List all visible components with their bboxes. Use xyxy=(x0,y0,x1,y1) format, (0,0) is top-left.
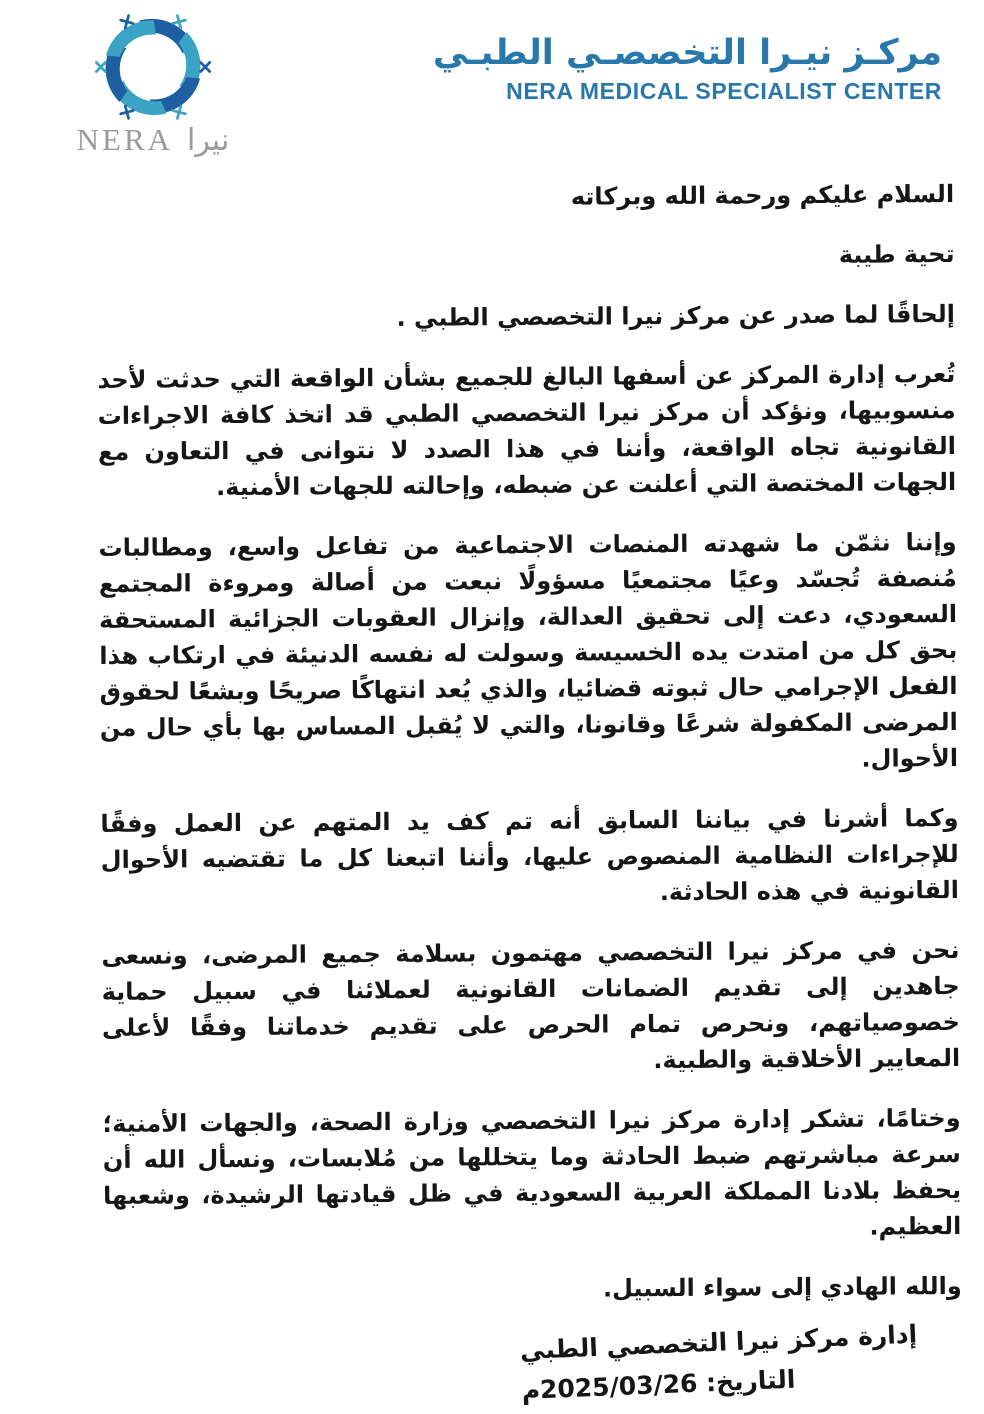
center-name-arabic: مركـز نيـرا التخصصـي الطبـي xyxy=(432,33,942,73)
salutation-line: تحية طيبة xyxy=(838,239,955,269)
signature-entity: إدارة مركز نيرا التخصصي الطبي xyxy=(519,1319,918,1366)
letter-body xyxy=(96,176,963,1414)
reference-line: إلحاقًا لما صدر عن مركز نيرا التخصصي الطبي . xyxy=(396,299,956,332)
pinwheel-logo-icon xyxy=(78,8,228,126)
dna-x-icon xyxy=(96,62,105,71)
brand-wordmark xyxy=(77,122,230,158)
brand-wordmark-en: NERA xyxy=(76,122,174,157)
body-paragraph-5: وختامًا، تشكر إدارة مركز نيرا التخصصي وزارة الصحة، والجهات الأمنية؛ سرعة مباشرتهم ضبط الحادثة وما يتخللها من مُلابسات، ونسأل الله أن يحفظ بلادنا المملكة العربية السعودية في ظل قيادتها الرشيدة، وشعبها العظيم. xyxy=(102,1103,962,1241)
center-titles xyxy=(433,8,942,105)
body-paragraph-3: وكما أشرنا في بياننا السابق أنه تم كف يد المتهم عن العمل وفقًا للإجراءات النظامية المنصوص عليها، وأننا اتبعنا كل ما تقتضيه الأحوال القانونية في هذه الحادثة. xyxy=(100,803,960,907)
body-paragraph-2: وإننا نثمّن ما شهدته المنصات الاجتماعية من تفاعل واسع، ومطالبات مُنصفة تُجسّد وعيًا مجتمعيًا مسؤولًا نبعت من أصالة ومروءة المجتمع السعودي، دعت إلى تحقيق العدالة، وإنزال العقوبات الجزائية المستحقة بحق كل من امتدت يده الخسيسة وسولت له نفسه الدنيئة في ارتكاب هذا الفعل الإجرامي حال ثبوته قضائيا، والذي يُعد انتهاكًا صريحًا وبشعًا لحقوق المرضى المكفولة شرعًا وقانونا، والتي لا يُقبل المساس بها بأي حال من الأحوال. xyxy=(98,527,959,773)
signature-block xyxy=(519,1313,962,1411)
body-paragraph-4: نحن في مركز نيرا التخصصي مهتمون بسلامة جميع المرضى، ونسعى جاهدين إلى تقديم الضمانات القانونية لعملائنا في سبيل حماية خصوصياتهم، ونحرص تمام الحرص على تقديم خدماتنا وفقًا لأعلى المعايير الأخلاقية والطبية. xyxy=(101,935,961,1075)
center-name-english: NERA MEDICAL SPECIALIST CENTER xyxy=(506,78,942,104)
dna-x-icon xyxy=(201,62,210,71)
signature-date: التاريخ: 2025/03/26م xyxy=(521,1364,796,1406)
closing-line: والله الهادي إلى سواء السبيل. xyxy=(602,1271,962,1303)
nera-logo xyxy=(48,8,258,158)
greeting-line: السلام عليكم ورحمة الله وبركاته xyxy=(570,179,955,211)
brand-wordmark-ar: نيرا xyxy=(187,123,230,158)
body-paragraph-1: تُعرب إدارة المركز عن أسفها البالغ للجميع بشأن الواقعة التي حدثت لأحد منسوبيها، ونؤكد أن مركز نيرا التخصصي الطبي قد اتخذ كافة الاجراءات القانونية تجاه الواقعة، وأننا في هذا الصدد لا نتوانى في التعاون مع الجهات المختصة التي أعلنت عن ضبطه، وإحالته للجهات الأمنية. xyxy=(97,359,957,502)
letterhead xyxy=(48,8,942,158)
